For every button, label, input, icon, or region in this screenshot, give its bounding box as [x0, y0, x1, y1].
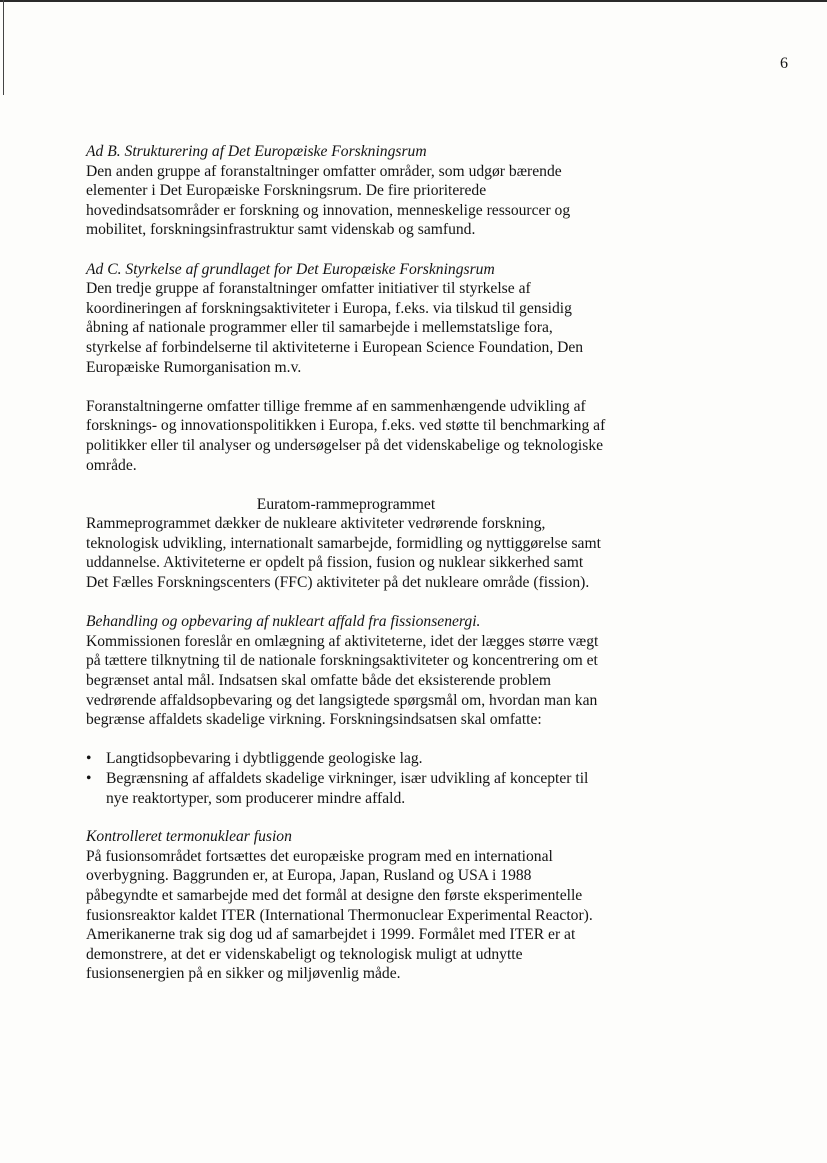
top-border-line: [0, 0, 827, 2]
section-euratom-intro: [86, 514, 606, 592]
research-bullet-list: [86, 749, 606, 808]
section-paragraph: Rammeprogrammet dækker de nukleare aktiviteter vedrørende forskning, teknologisk udvikling, internationalt samarbejde, formidling og nyttiggørelse samt uddannelse. Aktiviteterne er opdelt på fission, fusion og nuklear sikkerhed samt Det Fælles Forskningscenters (FFC) aktiviteter på det nukleare område (fission).: [86, 515, 601, 592]
list-item: [86, 749, 606, 769]
section-paragraph: Foranstaltningerne omfatter tillige fremme af en sammenhængende udvikling af forsknings- og innovationspolitikken i Europa, f.eks. ved støtte til benchmarking af politikker eller til analyser og undersøgelser på det videnskabelige og teknologiske område.: [86, 397, 606, 474]
section-heading: Ad B. Strukturering af Det Europæiske Forskningsrum: [86, 143, 427, 160]
section-fusion: [86, 827, 606, 984]
list-item-text: Langtidsopbevaring i dybtliggende geologiske lag.: [106, 750, 423, 768]
document-body: [86, 142, 606, 1004]
section-heading: Behandling og opbevaring af nukleart affald fra fissionsenergi.: [86, 613, 481, 631]
section-paragraph: Den tredje gruppe af foranstaltninger omfatter initiativer til styrkelse af koordineringen af forskningsaktiviteter i Europa, f.eks. via tilskud til gensidig åbning af nationale programmer eller til samarbejde i mellemstatslige fora, styrkelse af forbindelserne til aktiviteterne i European Science Foundation, Den Europæiske Rumorganisation m.v.: [86, 280, 584, 376]
section-paragraph: Den anden gruppe af foranstaltninger omfatter områder, som udgør bærende elementer i Det Europæiske Forskningsrum. De fire prioriterede hovedindsatsområder er forskning og innovation, menneskelige ressourcer og mobilitet, forskningsinfrastruktur samt videnskab og samfund.: [86, 162, 571, 239]
section-heading: Ad C. Styrkelse af grundlaget for Det Europæiske Forskningsrum: [86, 260, 495, 278]
section-heading: Kontrolleret termonuklear fusion: [86, 828, 292, 846]
section-ad-b: [86, 142, 606, 240]
section-measures: [86, 397, 606, 475]
euratom-title: Euratom-rammeprogrammet: [256, 495, 436, 513]
bullet-icon: •: [86, 770, 92, 787]
page-number: 6: [780, 55, 788, 72]
bullet-icon: •: [86, 750, 92, 768]
scan-edge-line: [3, 0, 4, 95]
section-ad-c: [86, 260, 606, 378]
section-nuclear-waste: [86, 612, 606, 730]
list-item-text: Begrænsning af affaldets skadelige virkninger, især udvikling af koncepter til nye reaktortyper, som producerer mindre affald.: [106, 770, 589, 807]
section-paragraph: Kommissionen foreslår en omlægning af aktiviteterne, idet der lægges større vægt på tættere tilknytning til de nationale forskningsaktiviteter og koncentrering om et begrænset antal mål. Indsatsen skal omfatte både det eksisterende problem vedrørende affaldsopbevaring og det langsigtede spørgsmål om, hvordan man kan begrænse affaldets skadelige virkning. Forskningsindsatsen skal omfatte:: [86, 632, 599, 729]
list-item: [86, 769, 606, 808]
section-paragraph: På fusionsområdet fortsættes det europæiske program med en international overbygning. Baggrunden er, at Europa, Japan, Rusland og USA i 1988 påbegyndte et samarbejde med det formål at designe den første eksperimentelle fusionsreaktor kaldet ITER (International Thermonuclear Experimental Reactor). Amerikanerne trak sig dog ud af samarbejdet i 1999. Formålet med ITER er at demonstrere, at det er videnskabeligt og teknologisk muligt at udnytte fusionsenergien på en sikker og miljøvenlig måde.: [86, 847, 593, 983]
